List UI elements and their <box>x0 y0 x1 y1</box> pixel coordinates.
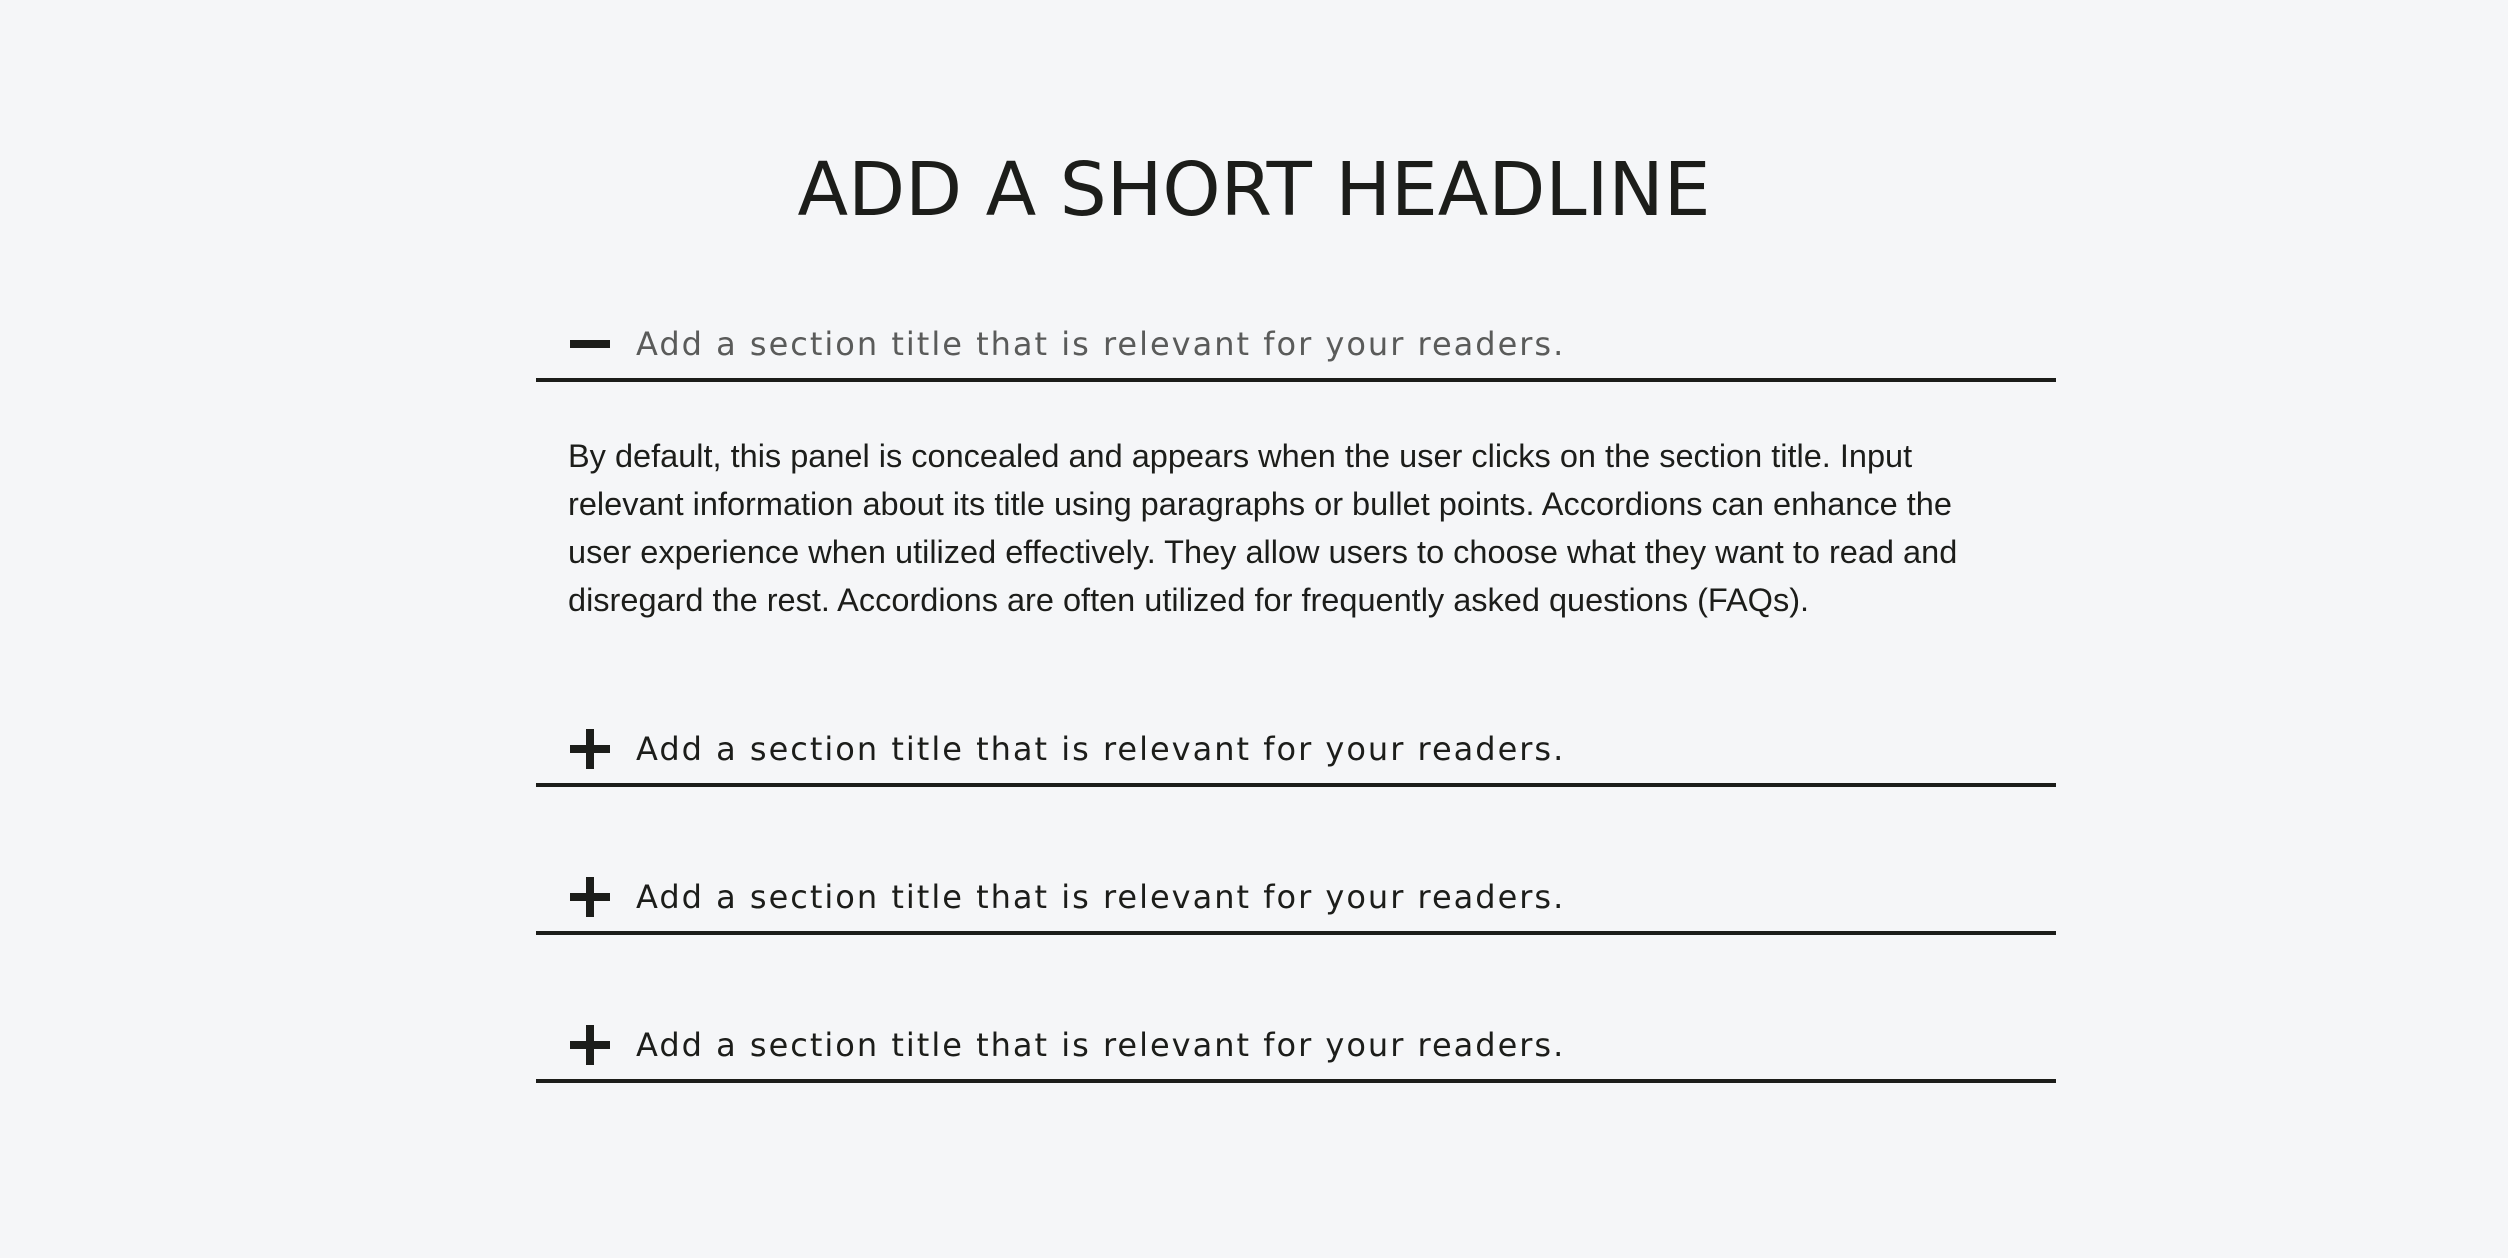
accordion-item-1-header[interactable] <box>536 302 2056 382</box>
plus-icon[interactable] <box>570 877 610 917</box>
accordion-item-4-title[interactable]: Add a section title that is relevant for your readers. <box>636 1026 1566 1064</box>
accordion-item-2-title[interactable]: Add a section title that is relevant for your readers. <box>636 730 1566 768</box>
minus-icon[interactable] <box>570 324 610 364</box>
accordion-item-1-panel: By default, this panel is concealed and appears when the user clicks on the section title. Input relevant information about its title using paragraphs or bullet points. Accordions can enhance the user experience when utilized effectively. They allow users to choose what they want to read and disregard the rest. Accordions are often utilized for frequently asked questions (FAQs). <box>568 438 1958 618</box>
accordion-item-4-header[interactable] <box>536 1003 2056 1083</box>
accordion-item-1-title[interactable]: Add a section title that is relevant for your readers. <box>636 325 1566 363</box>
plus-icon[interactable] <box>570 729 610 769</box>
accordion-item-2-header[interactable] <box>536 707 2056 787</box>
plus-icon[interactable] <box>570 1025 610 1065</box>
accordion-item-3-header[interactable] <box>536 855 2056 935</box>
accordion-item-3-title[interactable]: Add a section title that is relevant for your readers. <box>636 878 1566 916</box>
page-headline: ADD A SHORT HEADLINE <box>797 147 1711 233</box>
